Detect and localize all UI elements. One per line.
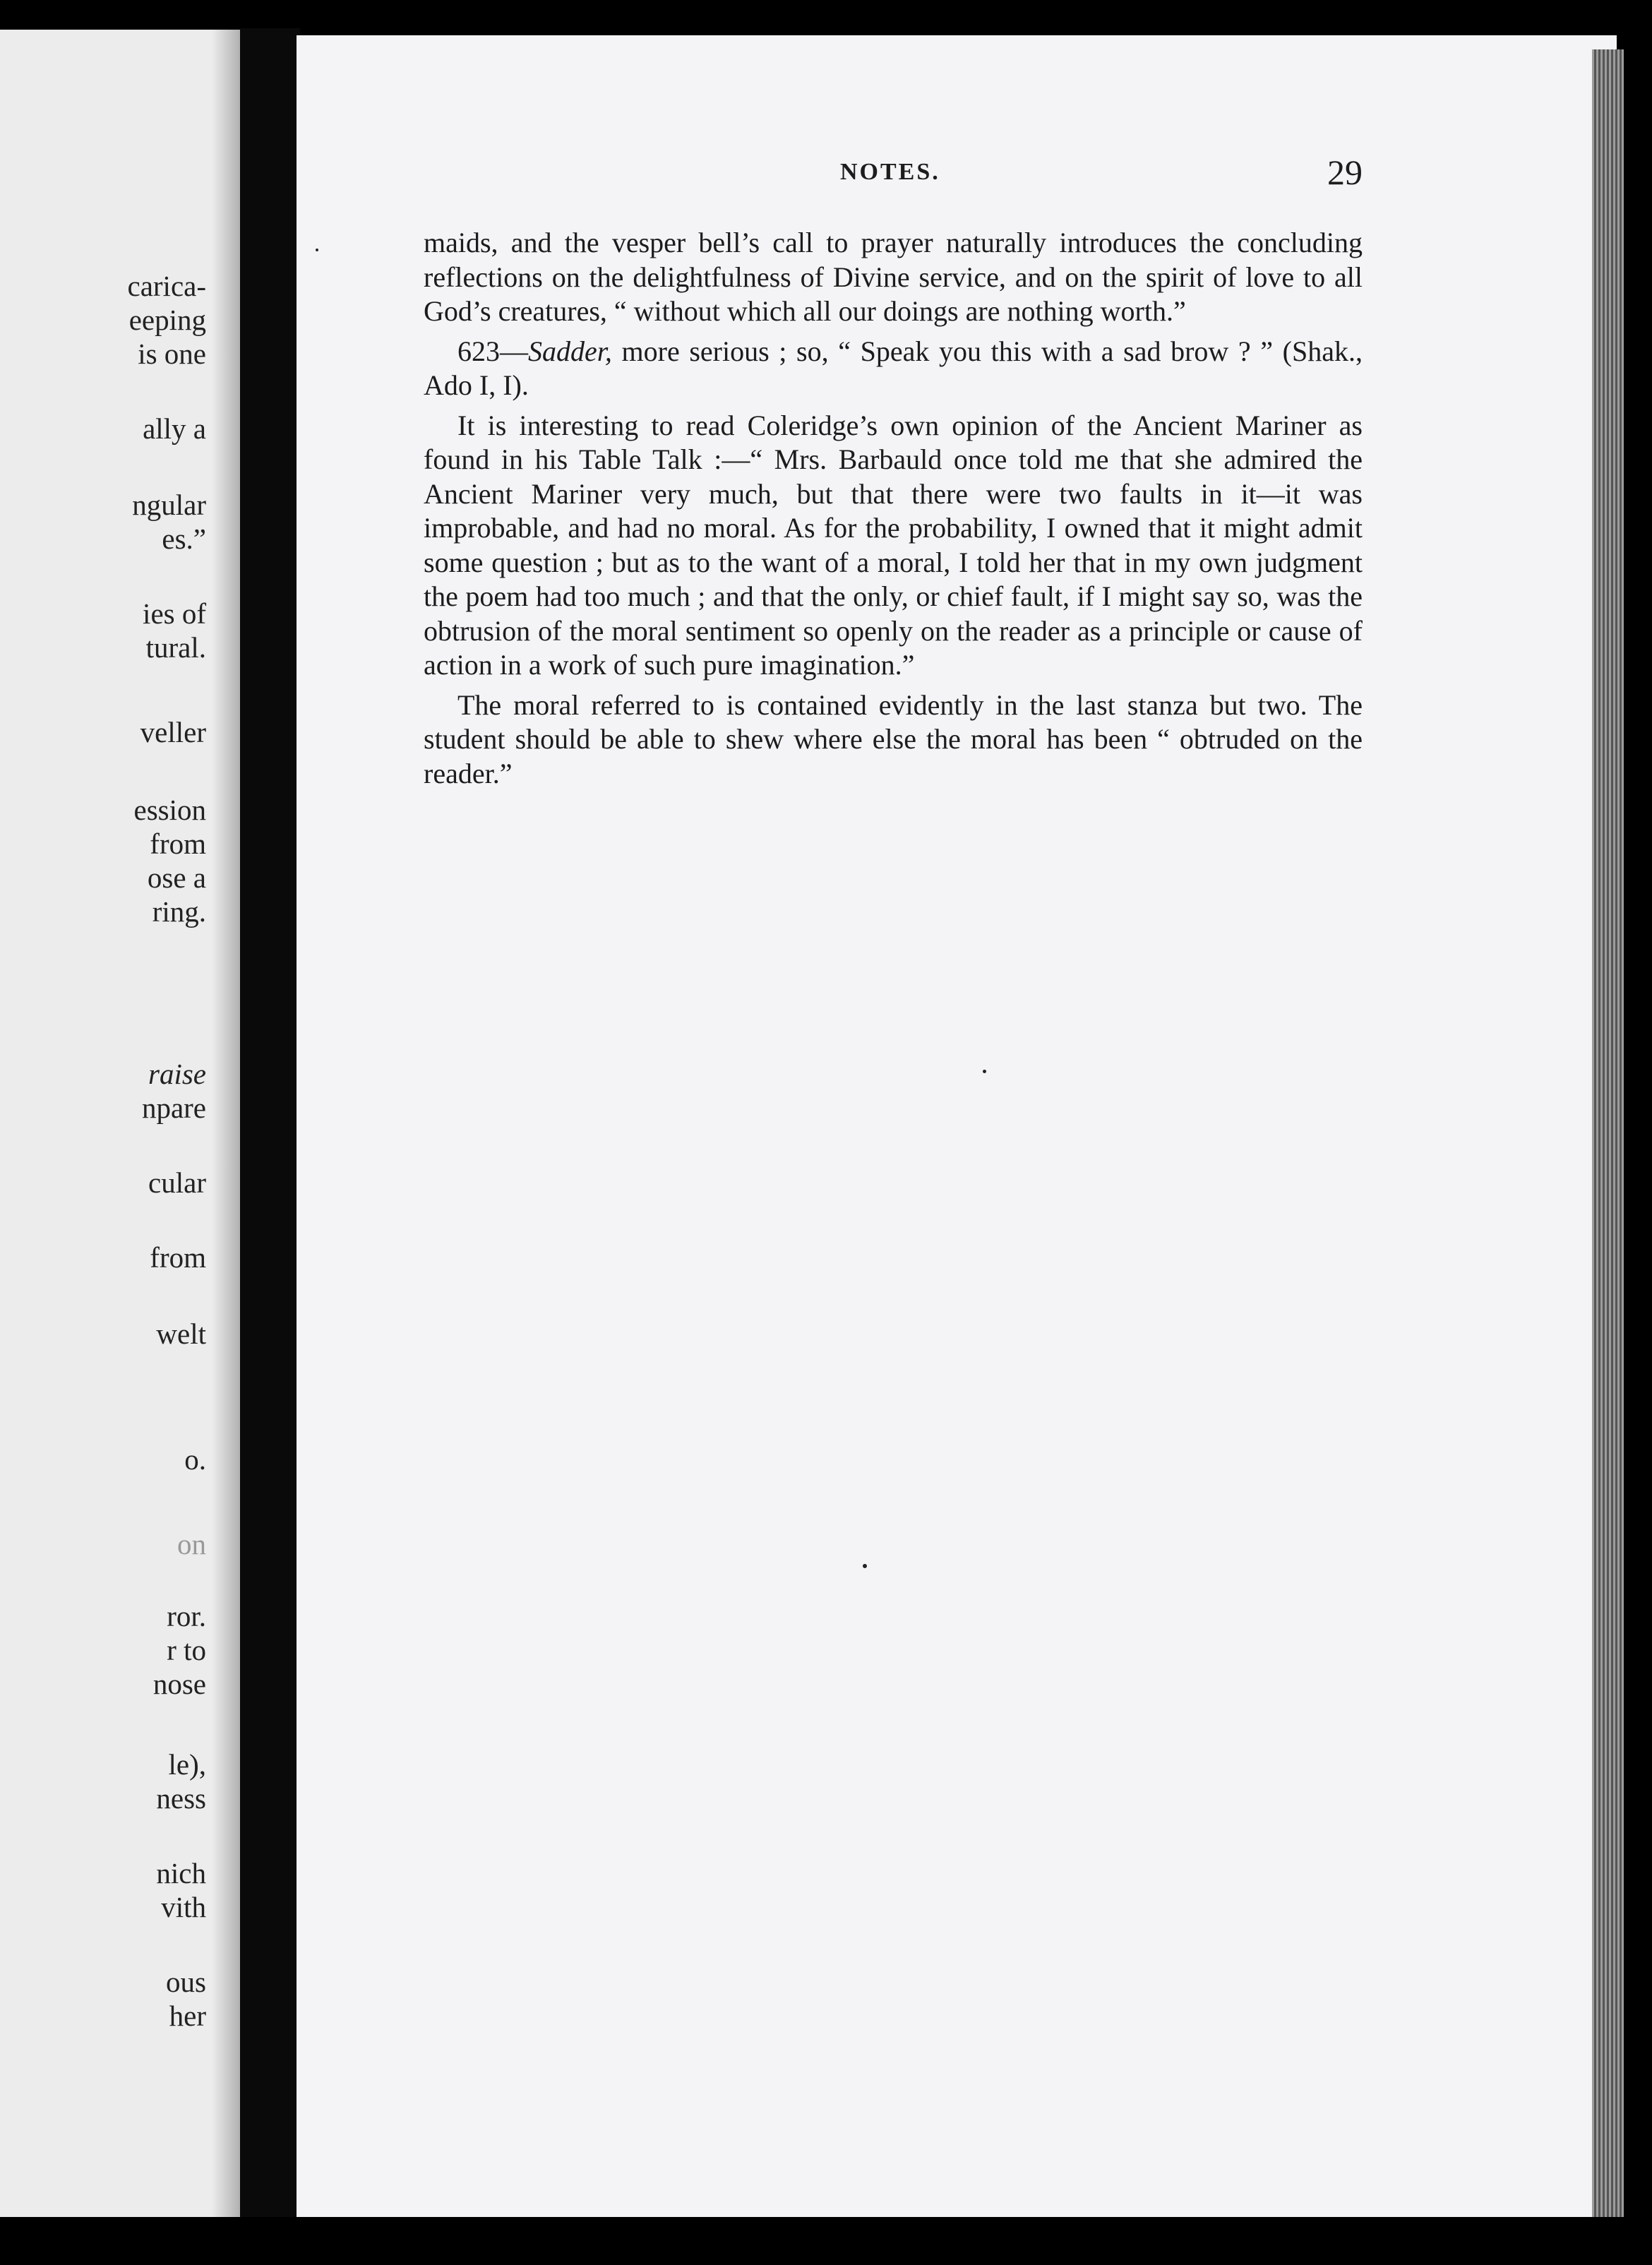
paragraph	[424, 409, 1363, 683]
speck	[983, 1070, 986, 1073]
left-page-fragment: ession	[133, 794, 206, 826]
left-page-fragment: le),	[168, 1748, 206, 1781]
page-number: 29	[1327, 153, 1363, 192]
left-page-fragment: ror.	[167, 1600, 206, 1632]
paragraph	[424, 688, 1363, 791]
left-page-fragment: o.	[184, 1443, 206, 1476]
left-page-fragment: r to	[167, 1634, 206, 1666]
italic-term: Sadder,	[528, 335, 612, 367]
left-page-fragment: is one	[138, 337, 206, 370]
body-text	[424, 226, 1363, 796]
left-page-fragment: ies of	[143, 597, 206, 630]
paragraph-text: maids, and the vesper bell’s call to prayer naturally introduces the concluding reflections on the delightfulness of Divine service, and on the spirit of love to all God’s creatures, “ without which all our doings are nothing worth.”	[424, 227, 1363, 327]
left-page-fragment: ness	[156, 1782, 206, 1815]
speck	[316, 249, 318, 251]
paragraph-text: 623—	[457, 335, 528, 367]
left-page-fragment: from	[150, 827, 206, 860]
running-title: NOTES.	[840, 159, 940, 185]
paragraph-text: The moral referred to is contained evidently in the last stanza but two. The student should be able to shew where else the moral has been “ obtruded on the reader.”	[424, 688, 1363, 789]
left-page-fragment: es.”	[162, 522, 206, 555]
left-page-fragment: eeping	[128, 304, 206, 336]
left-page-fragment: welt	[156, 1317, 206, 1350]
left-page-fragment: ally a	[143, 412, 206, 445]
book-gutter	[240, 28, 300, 2224]
left-page-fragment: ose a	[147, 861, 206, 894]
left-page-fragment: nose	[152, 1668, 206, 1700]
left-page-fragment: veller	[140, 716, 206, 748]
left-page-fragment: her	[169, 2000, 206, 2032]
paragraph	[424, 226, 1363, 329]
left-page-fragment: ring.	[152, 895, 206, 928]
left-page-fragment: ous	[166, 1966, 206, 1998]
left-page-fragment: ngular	[132, 489, 206, 521]
left-facing-page	[0, 30, 240, 2225]
left-page-fragment: cular	[148, 1166, 206, 1199]
left-page-fragment: vith	[161, 1891, 206, 1923]
left-page-fragment: nich	[156, 1857, 206, 1889]
paragraph-text: It is interesting to read Coleridge’s own opinion of the Ancient Mariner as found in his Table Talk :—“ Mrs. Barbauld once told me that she admired the Ancient Mariner very much, but that there were two faults in it—it was improbable, and had no moral. As for the probability, I owned that it might admit some question ; but as to the want of a moral, I told her that in my own judgment the poem had too much ; and that the only, or chief fault, if I might say so, was the obtrusion of the moral sentiment so openly on the reader as a principle or cause of action in a work of such pure imagination.”	[424, 409, 1363, 681]
left-page-fragment: tural.	[145, 631, 206, 664]
paragraph-text: more serious ; so, “ Speak you this with a sad brow ? ” (Shak., Ado I, I).	[424, 335, 1363, 401]
paragraph	[424, 335, 1363, 403]
left-page-fragment: on	[177, 1528, 206, 1560]
page-edges	[1592, 49, 1624, 2217]
scan-frame-bottom	[0, 2217, 1652, 2265]
left-page-fragment: carica-	[127, 270, 206, 302]
left-page-fragment: raise	[148, 1058, 206, 1090]
scan-frame-right	[1624, 0, 1652, 2265]
left-page-fragment: from	[150, 1241, 206, 1274]
left-page-binding-shadow	[212, 30, 240, 2225]
speck	[863, 1564, 867, 1568]
left-page-fragment: npare	[141, 1092, 206, 1124]
running-head	[424, 152, 1363, 194]
